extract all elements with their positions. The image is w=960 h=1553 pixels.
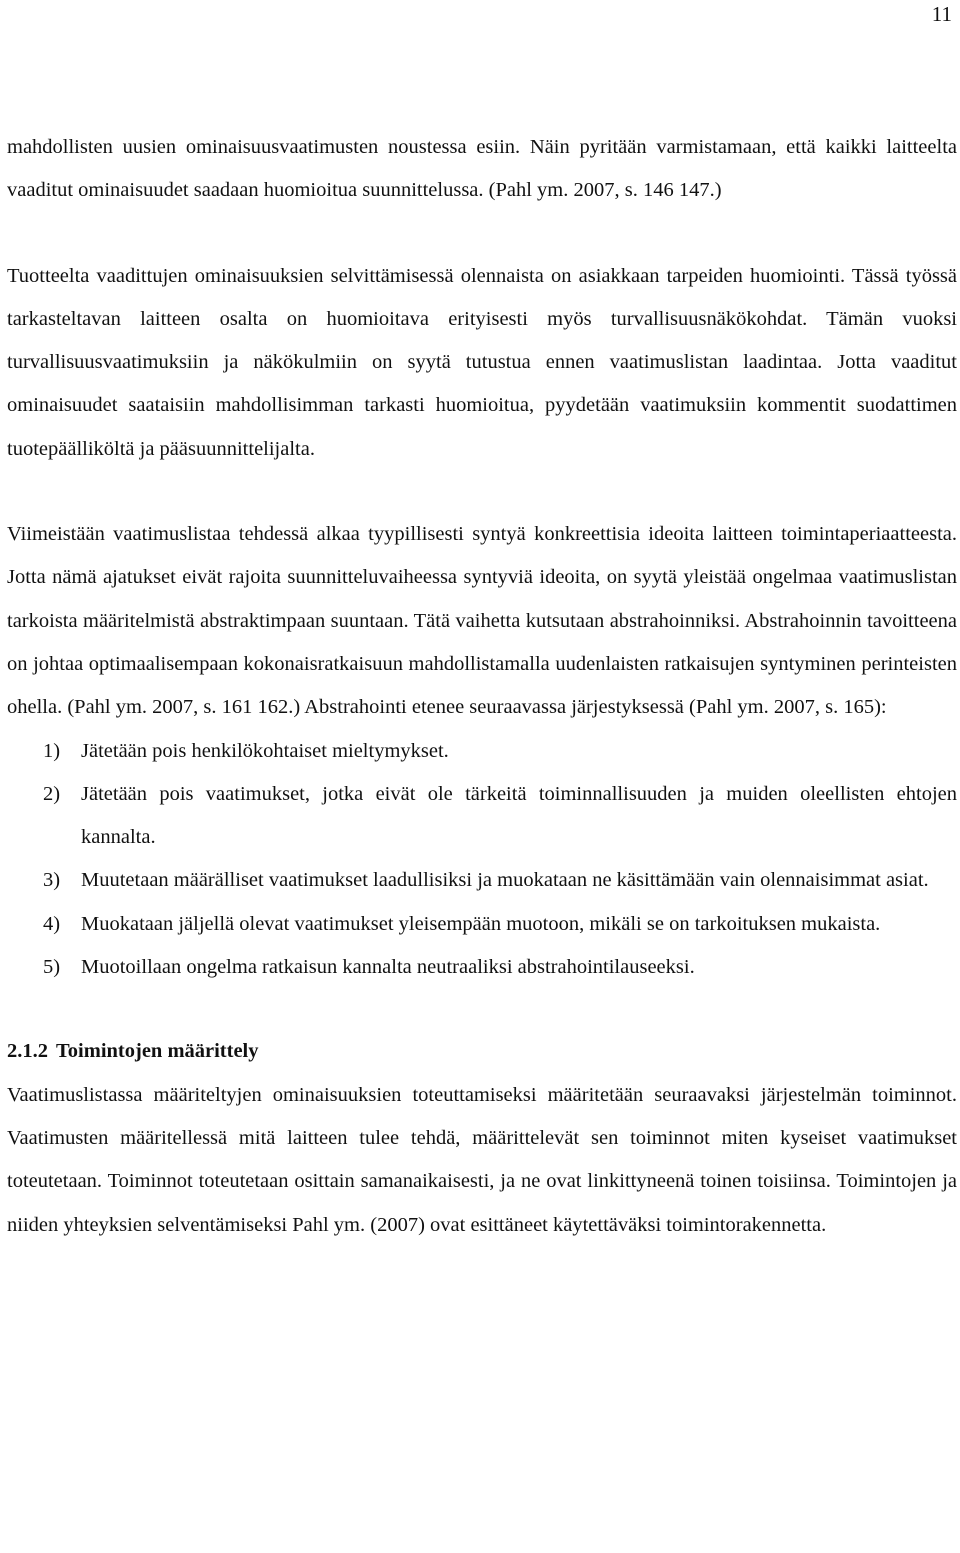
section-paragraph: Vaatimuslistassa määriteltyjen ominaisuuksien toteuttamiseksi määritetään seuraavaksi järjestelmän toiminnot. Vaatimusten määritellessä mitä laitteen tulee tehdä, määrittelevät sen toiminnot miten kyseiset vaatimukset toteutetaan. Toiminnot toteutetaan osittain samanaikaisesti, ja ne ovat linkittyneenä toinen toisiinsa. Toimintojen ja niiden yhteyksien selventämiseksi Pahl ym. (2007) ovat esittäneet käytettäväksi toimintorakennetta. [7, 1083, 957, 1236]
paragraph: Viimeistään vaatimuslistaa tehdessä alkaa tyypillisesti syntyä konkreettisia ideoita laitteen toimintaperiaatteesta. Jotta nämä ajatukset eivät rajoita suunnitteluvaiheessa syntyviä ideoita, on syytä yleistää ongelmaa vaatimuslistan tarkoista määritelmistä abstraktimpaan suuntaan. Tätä vaihetta kutsutaan abstrahoinniksi. Abstrahoinnin tavoitteena on johtaa optimaalisempaan kokonaisratkaisuun mahdollistamalla uudenlaisten ratkaisujen syntyminen perinteisten ohella. (Pahl ym. 2007, s. 161 162.) Abstrahointi etenee seuraavassa järjestyksessä (Pahl ym. 2007, s. 165): [7, 523, 957, 719]
paragraph: Tuotteelta vaadittujen ominaisuuksien selvittämisessä olennaista on asiakkaan tarpeiden huomiointi. Tässä työssä tarkasteltavan laitteen osalta on huomioitava erityisesti myös turvallisuusnäkökohdat. Tämän vuoksi turvallisuusvaatimuksiin ja näkökulmiin on syytä tutustua ennen vaatimuslistan laadintaa. Jotta vaaditut ominaisuudet saataisiin mahdollisimman tarkasti huomioitua, pyydetään vaatimuksiin kommentit suodattimen tuotepäälliköltä ja pääsuunnittelijalta. [7, 264, 957, 460]
list-item-number: 4) [43, 912, 61, 935]
list-item [7, 859, 957, 902]
list-item [7, 946, 957, 989]
list-item-number: 2) [43, 782, 61, 805]
document-body [7, 126, 957, 1247]
list-item-text: Muokataan jäljellä olevat vaatimukset yleisempään muotoon, mikäli se on tarkoituksen mukaista. [81, 912, 881, 935]
list-item-text: Jätetään pois vaatimukset, jotka eivät ole tärkeitä toiminnallisuuden ja muiden oleellisten ehtojen kannalta. [81, 782, 957, 849]
list-item [7, 773, 957, 860]
page-number: 11 [931, 2, 952, 26]
list-item [7, 730, 957, 773]
section-number: 2.1.2 [7, 1040, 48, 1063]
list-item-text: Jätetään pois henkilökohtaiset mieltymykset. [81, 739, 449, 762]
section-title: Toimintojen määrittely [56, 1040, 259, 1063]
abstraction-steps-list [7, 730, 957, 990]
list-item-number: 1) [43, 739, 61, 762]
paragraph: mahdollisten uusien ominaisuusvaatimusten noustessa esiin. Näin pyritään varmistamaan, että kaikki laitteelta vaaditut ominaisuudet saadaan huomioitua suunnittelussa. (Pahl ym. 2007, s. 146 147.) [7, 136, 957, 202]
section-heading [7, 1030, 957, 1073]
list-item [7, 903, 957, 946]
list-item-text: Muotoillaan ongelma ratkaisun kannalta neutraaliksi abstrahointilauseeksi. [81, 956, 695, 979]
list-item-number: 3) [43, 869, 61, 892]
list-item-number: 5) [43, 956, 61, 979]
list-item-text: Muutetaan määrälliset vaatimukset laadullisiksi ja muokataan ne käsittämään vain olennaisimmat asiat. [81, 869, 929, 892]
